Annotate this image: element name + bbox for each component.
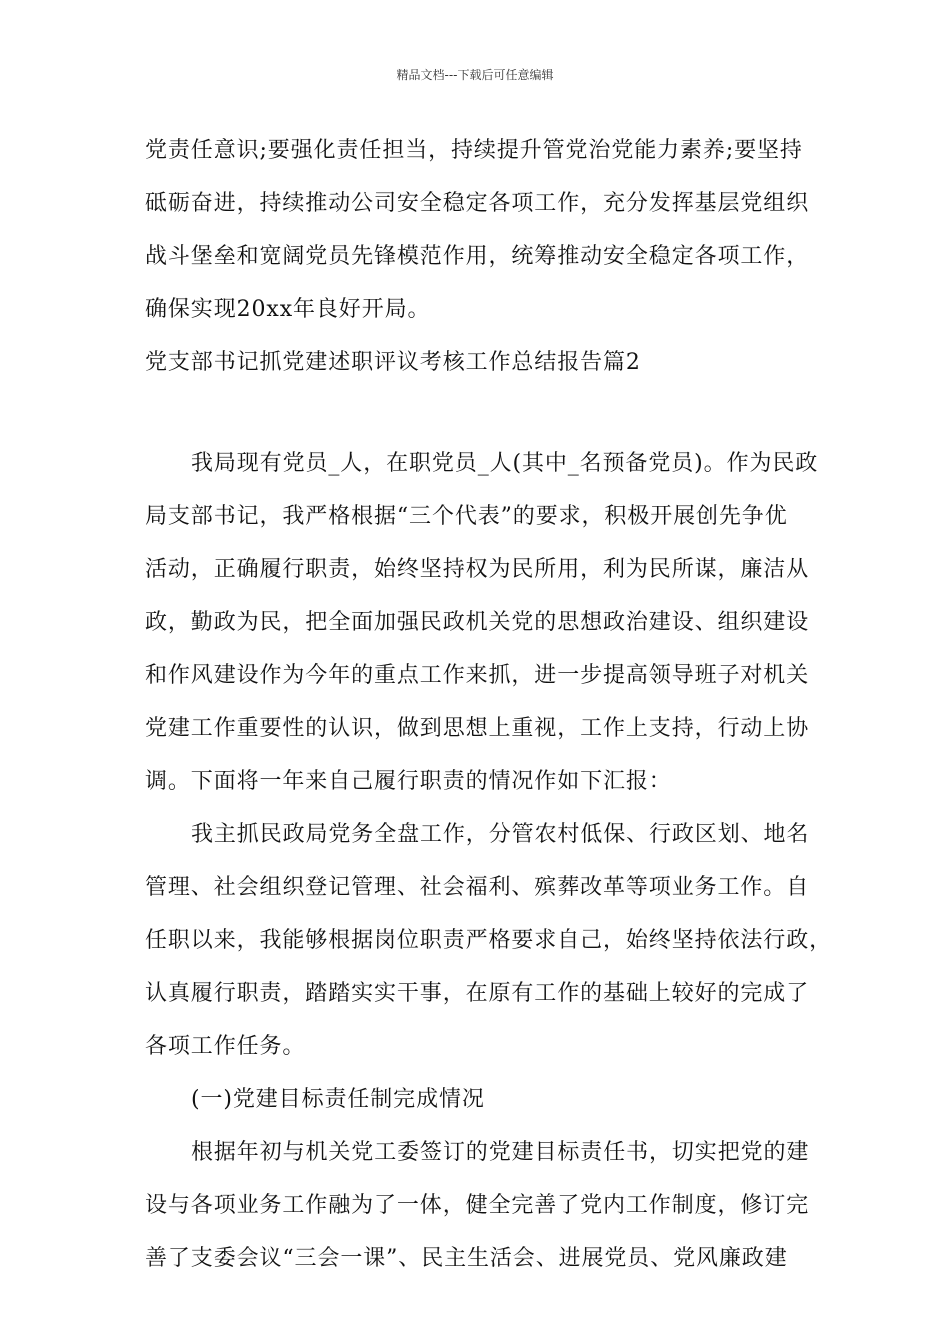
text-line: 党建工作重要性的认识，做到思想上重视，工作上支持，行动上协 (145, 716, 810, 741)
text-line: 砥砺奋进，持续推动公司安全稳定各项工作，充分发挥基层党组织 (145, 191, 810, 216)
section-title: 党支部书记抓党建述职评议考核工作总结报告篇2 (145, 350, 641, 375)
text-line: 我局现有党员_人，在职党员_人(其中_名预备党员)。作为民政 (191, 451, 819, 476)
target-paragraph (145, 1126, 810, 1285)
continued-paragraph (145, 124, 810, 336)
text-line: 认真履行职责，踏踏实实干事，在原有工作的基础上较好的完成了 (145, 981, 810, 1006)
text-line: 任职以来，我能够根据岗位职责严格要求自己，始终坚持依法行政， (145, 928, 833, 953)
text-line: 调。下面将一年来自己履行职责的情况作如下汇报： (145, 769, 672, 794)
text-line: 局支部书记，我严格根据“三个代表”的要求，积极开展创先争优 (145, 504, 788, 529)
text-line: 我主抓民政局党务全盘工作，分管农村低保、行政区划、地名 (191, 822, 810, 847)
text-line: 确保实现20xx年良好开局。 (145, 297, 431, 322)
text-line: 善了支委会议“三会一课”、民主生活会、进展党员、党风廉政建 (145, 1246, 788, 1271)
spacer (145, 389, 810, 437)
document-body (145, 124, 833, 1285)
text-line: 根据年初与机关党工委签订的党建目标责任书，切实把党的建 (191, 1140, 810, 1165)
subheading: (一)党建目标责任制完成情况 (191, 1087, 485, 1112)
intro-paragraph (145, 437, 819, 808)
page-header: 精品文档---下载后可任意编辑 (396, 68, 554, 82)
text-line: 活动，正确履行职责，始终坚持权为民所用，利为民所谋，廉洁从 (145, 557, 810, 582)
text-line: 政，勤政为民，把全面加强民政机关党的思想政治建设、组织建设 (145, 610, 810, 635)
text-line: 设与各项业务工作融为了一体，健全完善了党内工作制度，修订完 (145, 1193, 810, 1218)
text-line: 党责任意识;要强化责任担当，持续提升管党治党能力素养;要坚持 (145, 138, 803, 163)
text-line: 和作风建设作为今年的重点工作来抓，进一步提高领导班子对机关 (145, 663, 810, 688)
text-line: 战斗堡垒和宽阔党员先锋模范作用，统筹推动安全稳定各项工作， (145, 244, 810, 269)
duties-paragraph (145, 808, 833, 1073)
text-line: 各项工作任务。 (145, 1034, 306, 1059)
text-line: 管理、社会组织登记管理、社会福利、殡葬改革等项业务工作。自 (145, 875, 810, 900)
